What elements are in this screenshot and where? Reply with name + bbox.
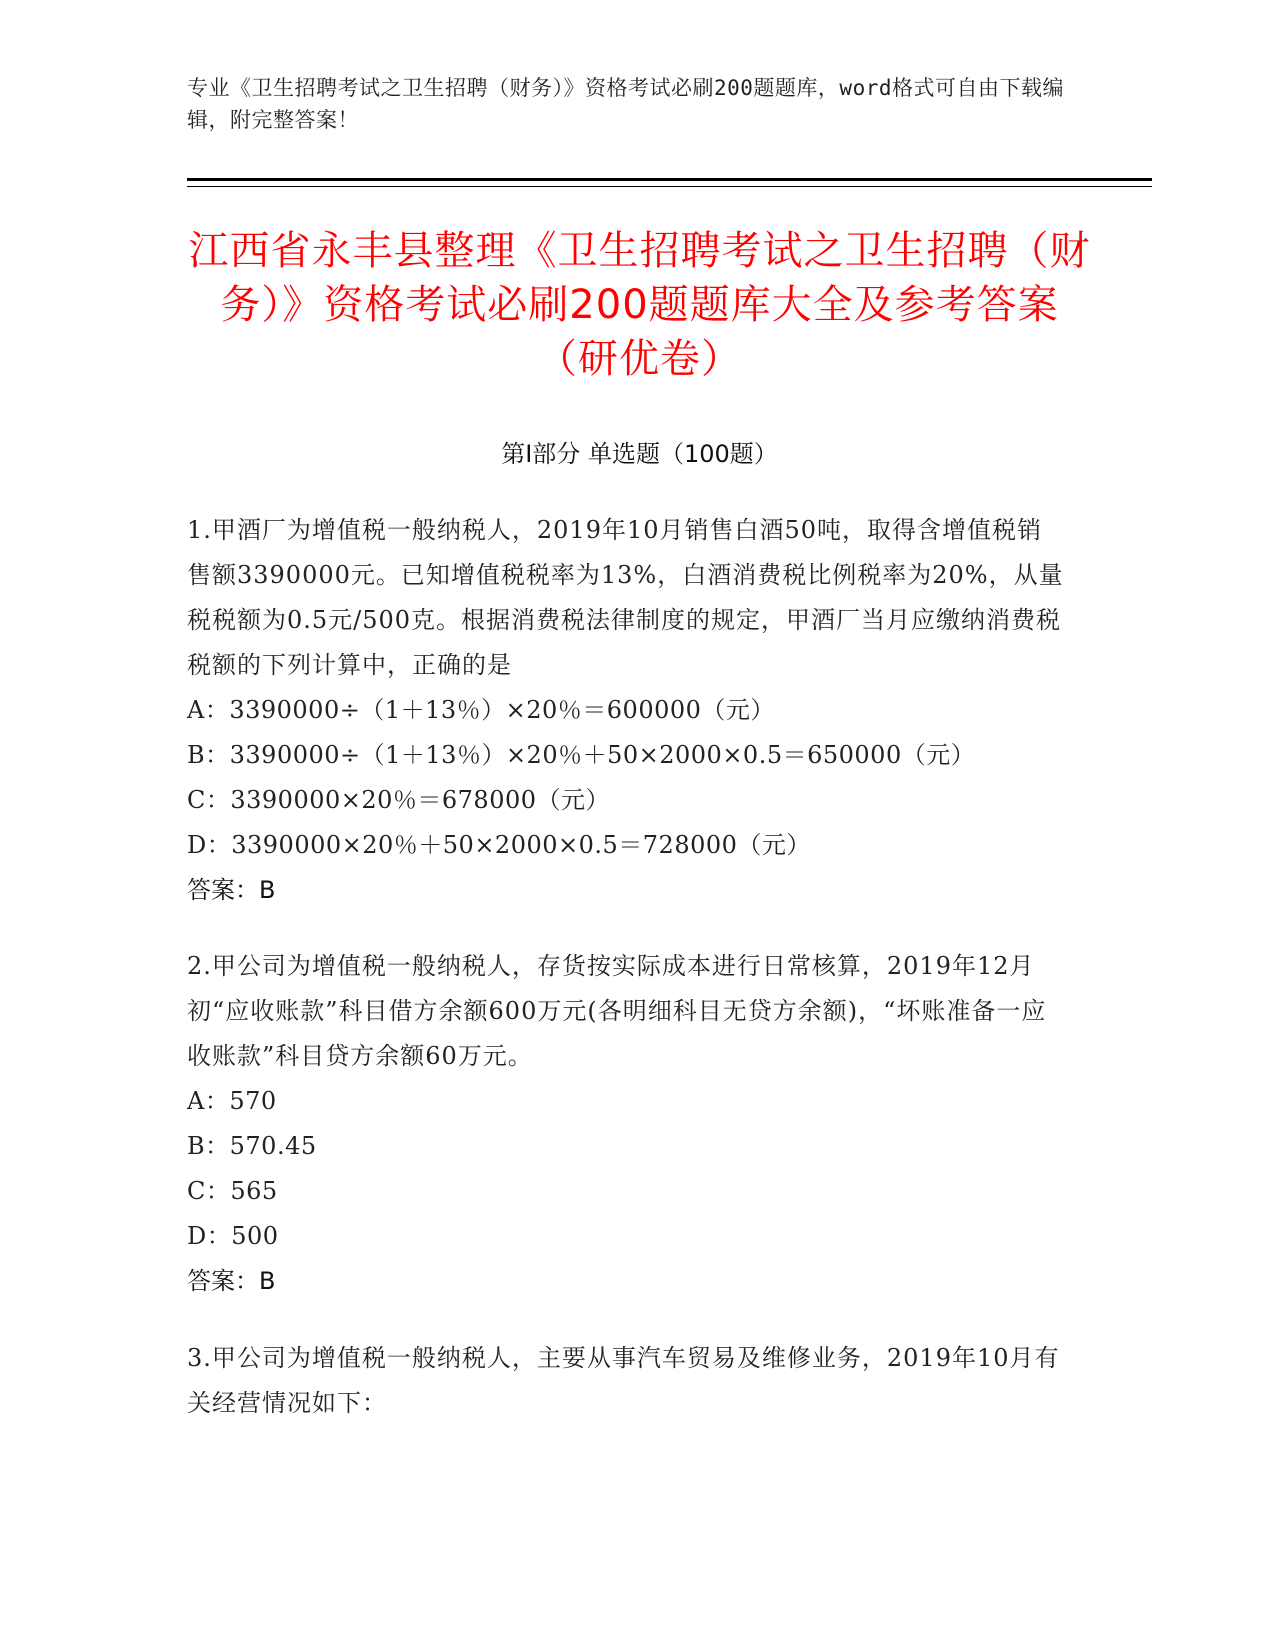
header-rule-thin (187, 186, 1152, 187)
header-rule-thick (187, 178, 1152, 181)
question-1 (187, 508, 1067, 913)
option-c: C：565 (187, 1177, 278, 1205)
option-b: B：570.45 (187, 1132, 317, 1160)
option-d: D：500 (187, 1222, 279, 1250)
option-c: C：3390000×20％＝678000（元） (187, 786, 611, 814)
question-2 (187, 944, 1067, 1304)
question-stem: 3.甲公司为增值税一般纳税人，主要从事汽车贸易及维修业务，2019年10月有关经营情况如下： (187, 1344, 1060, 1417)
document-title: 江西省永丰县整理《卫生招聘考试之卫生招聘（财务）》资格考试必刷200题题库大全及参考答案（研优卷） (188, 228, 1091, 382)
option-b: B：3390000÷（1＋13％）×20％＋50×2000×0.5＝650000（元） (187, 741, 976, 769)
question-stem: 2.甲公司为增值税一般纳税人，存货按实际成本进行日常核算，2019年12月初“应收账款”科目借方余额600万元(各明细科目无贷方余额)，“坏账准备一应收账款”科目贷方余额60万元。 (187, 952, 1047, 1070)
question-3 (187, 1336, 1067, 1426)
option-a: A：3390000÷（1＋13％）×20％＝600000（元） (187, 696, 775, 724)
header-note: 专业《卫生招聘考试之卫生招聘（财务）》资格考试必刷200题题库，word格式可自由下载编辑，附完整答案！ (187, 76, 1064, 132)
answer-label: 答案：B (187, 1267, 276, 1295)
option-d: D：3390000×20％＋50×2000×0.5＝728000（元） (187, 831, 811, 859)
question-stem: 1.甲酒厂为增值税一般纳税人，2019年10月销售白酒50吨，取得含增值税销售额3390000元。已知增值税税率为13%，白酒消费税比例税率为20%，从量税税额为0.5元/500克。根据消费税法律制度的规定，甲酒厂当月应缴纳消费税税额的下列计算中，正确的是 (187, 516, 1064, 679)
section-heading: 第Ⅰ部分 单选题（100题） (501, 440, 778, 468)
answer-label: 答案：B (187, 876, 276, 904)
option-a: A：570 (187, 1087, 277, 1115)
